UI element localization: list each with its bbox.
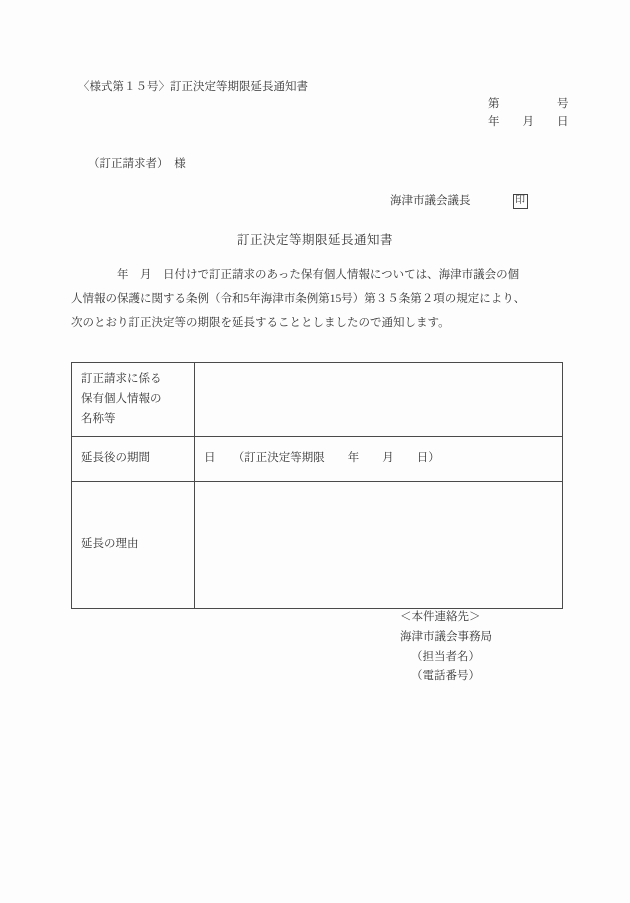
row-label-subject-line1: 訂正請求に係る (81, 373, 162, 385)
body-paragraph (71, 264, 565, 335)
contact-phone: （電話番号） (411, 670, 480, 683)
seal-stamp-icon: 印 (513, 194, 528, 209)
row-label-subject-line2: 保有個人情報の (81, 392, 162, 405)
row-label-extended-period: 延長後の期間 (72, 437, 195, 482)
body-line-2: 人情報の保護に関する条例（令和5年海津市条例第15号）第３５条第２項の規定により、 (71, 292, 526, 305)
contact-block (400, 608, 492, 687)
contact-office: 海津市議会事務局 (400, 630, 492, 643)
table-row-subject (72, 363, 563, 437)
addressee-line: （訂正請求者） 様 (88, 158, 186, 170)
table-row-reason (72, 482, 563, 609)
document-meta-block (380, 96, 569, 132)
document-number-line: 第 号 (488, 98, 569, 110)
contact-person: （担当者名） (411, 650, 480, 663)
row-label-subject (72, 363, 195, 437)
issuer-name: 海津市議会議長 (390, 195, 471, 207)
body-line-1: 年 月 日付けで訂正請求のあった保有個人情報については、海津市議会の個 (117, 269, 520, 281)
page-title: 訂正決定等期限延長通知書 (236, 233, 393, 247)
row-value-extended-period[interactable]: 日 （訂正決定等期限 年 月 日） (195, 437, 563, 482)
table-row-extended-period (72, 437, 563, 482)
row-label-subject-line3: 名称等 (81, 412, 116, 425)
row-value-subject[interactable] (195, 363, 563, 437)
document-date-line: 年 月 日 (488, 115, 569, 128)
row-value-reason[interactable] (195, 482, 563, 609)
contact-heading: ＜本件連絡先＞ (400, 611, 481, 623)
notification-table (71, 362, 563, 609)
body-line-3: 次のとおり訂正決定等の期限を延長することとしましたので通知します。 (71, 316, 450, 329)
issuer-block (390, 192, 528, 210)
row-label-reason: 延長の理由 (72, 482, 195, 609)
form-number-label: 〈様式第１５号〉訂正決定等期限延長通知書 (78, 81, 308, 93)
